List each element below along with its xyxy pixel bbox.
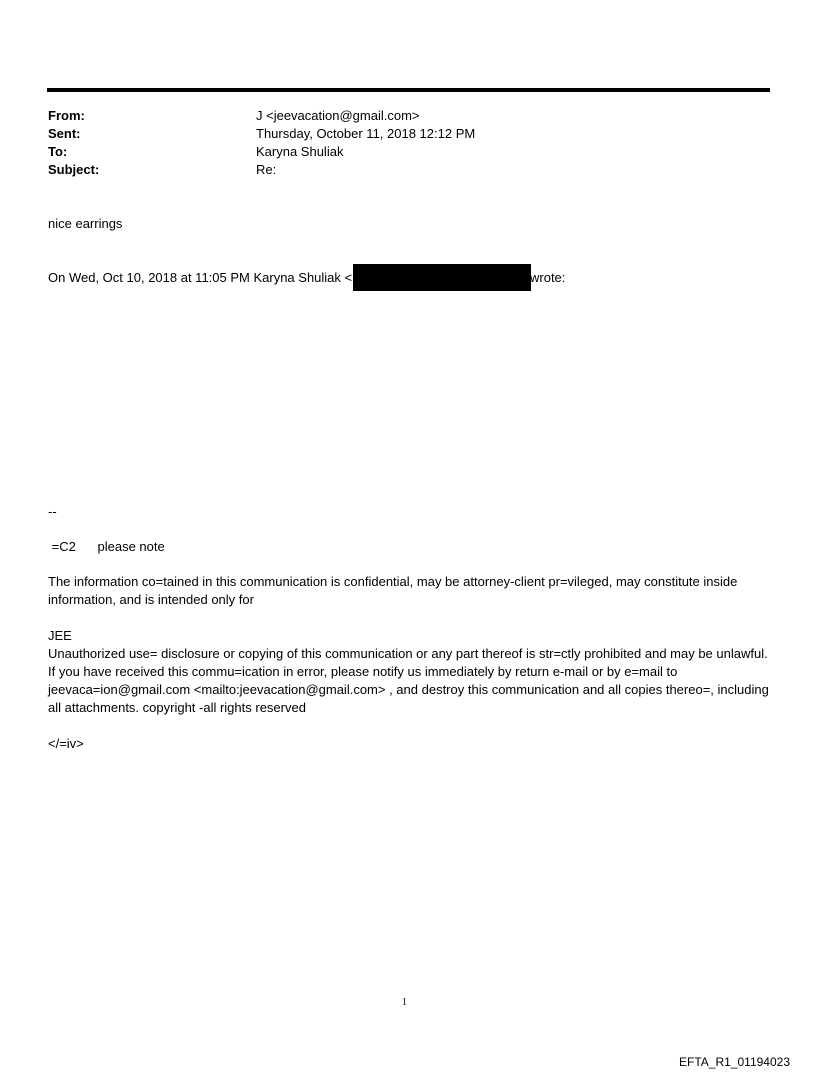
signature-note: =C2 please note: [48, 539, 165, 554]
sent-label: Sent:: [48, 126, 81, 141]
to-value: Karyna Shuliak: [256, 144, 344, 159]
page-number: 1: [402, 997, 407, 1008]
redaction-block: [353, 264, 531, 291]
disclaimer-paragraph-1: The information co=tained in this communication is confidential, may be attorney-client pr=vileged, may constitute inside information, and is intended only for: [48, 574, 738, 607]
signature-jee: JEE: [48, 628, 72, 643]
sent-value: Thursday, October 11, 2018 12:12 PM: [256, 126, 476, 141]
document-id: EFTA_R1_01194023: [679, 1055, 790, 1069]
closing-tag: </=iv>: [48, 736, 84, 751]
signature-separator: --: [48, 504, 57, 519]
from-value: J <jeevacation@gmail.com>: [256, 108, 420, 123]
header-rule: [47, 88, 770, 92]
subject-label: Subject:: [48, 162, 100, 177]
subject-value: Re:: [256, 162, 277, 177]
quote-intro-after: wrote:: [530, 270, 566, 285]
to-label: To:: [48, 144, 68, 159]
disclaimer-paragraph-2: Unauthorized use= disclosure or copying of this communication or any part thereof is str=ctly prohibited and may be unlawful. If you have received this commu=ication in error, please notify us immediately by return e-mail or by e=mail to jeevaca=ion@gmail.com <mailto:jeevacation@gmail.com> , and destroy this communication and all copies thereo=, including all attachments. copyright -all rights reserved: [48, 646, 769, 715]
from-label: From:: [48, 108, 85, 123]
quote-intro-before: On Wed, Oct 10, 2018 at 11:05 PM Karyna Shuliak <: [48, 270, 353, 285]
message-body: nice earrings: [48, 216, 123, 231]
